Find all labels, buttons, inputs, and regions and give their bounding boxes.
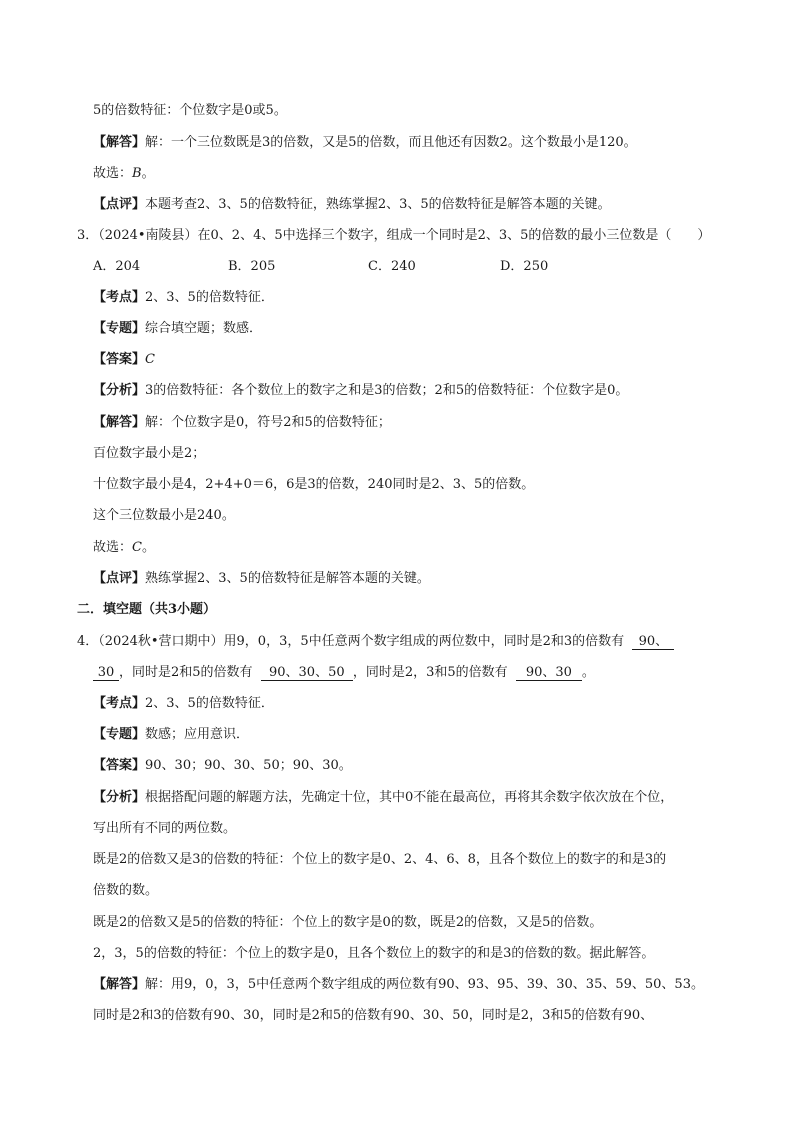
q4-fenxi-3: 既是2的倍数又是3的倍数的特征：个位上的数字是0、2、4、6、8，且各个数位上的数字的和是3的 <box>93 852 667 867</box>
top-line-3 <box>93 166 155 182</box>
top-line-1: 5的倍数特征：个位数字是0或5。 <box>93 103 287 118</box>
daan-tag: 【答案】 <box>93 758 146 773</box>
q3-kaodian <box>93 290 274 306</box>
q3-option-a: A．204 <box>93 259 141 274</box>
jieda-text: 解：个位数字是0，符号2和5的倍数特征； <box>145 415 391 430</box>
q4-fenxi-2: 写出所有不同的两位数。 <box>93 821 237 836</box>
choice-suffix: 。 <box>141 540 155 555</box>
q3-fenxi <box>93 383 628 399</box>
dianping-tag: 【点评】 <box>93 571 146 586</box>
fenxi-text: 3的倍数特征：各个数位上的数字之和是3的倍数；2和5的倍数特征：个位数字是0。 <box>145 383 629 398</box>
fenxi-tag: 【分析】 <box>93 383 146 398</box>
kaodian-text: 2、3、5的倍数特征． <box>145 290 274 305</box>
q4-stem-a: 4．（2024秋•营口期中）用9，0，3，5中任意两个数字组成的两位数中，同时是2和3的倍数有 <box>77 634 625 649</box>
q3-daan <box>93 352 155 368</box>
section-heading-fill-in: 二．填空题（共3小题） <box>77 602 217 617</box>
jieda-tag: 【解答】 <box>93 977 146 992</box>
q4-stem-b: ，同时是2和5的倍数有 <box>119 665 253 680</box>
comment-tag: 【点评】 <box>93 197 146 212</box>
q4-stem-line-1 <box>77 634 674 650</box>
daan-tag: 【答案】 <box>93 352 146 367</box>
choice-letter: B <box>132 166 142 181</box>
q4-fenxi-5: 既是2的倍数又是5的倍数的特征：个位上的数字是0的数，既是2的倍数，又是5的倍数。 <box>93 915 603 930</box>
top-line-2 <box>93 135 637 151</box>
zhuanti-tag: 【专题】 <box>93 321 146 336</box>
fenxi-tag: 【分析】 <box>93 790 146 805</box>
q3-jieda-2: 百位数字最小是2； <box>93 446 206 461</box>
answer-text: 解：一个三位数既是3的倍数，又是5的倍数，而且他还有因数2。这个数最小是120。 <box>145 135 637 150</box>
zhuanti-text: 综合填空题；数感． <box>145 321 263 336</box>
daan-text: C <box>145 352 155 367</box>
answer-tag: 【解答】 <box>93 135 146 150</box>
comment-text: 本题考查2、3、5的倍数特征，熟练掌握2、3、5的倍数特征是解答本题的关键。 <box>145 197 611 212</box>
q4-zhuanti <box>93 727 249 743</box>
q4-blank-1b: 30 <box>93 666 119 681</box>
q4-fenxi-4: 倍数的数。 <box>93 883 159 898</box>
q4-jieda-2: 同时是2和3的倍数有90、30，同时是2和5的倍数有90、30、50，同时是2，3和5的倍数有90、 <box>93 1008 654 1023</box>
q4-stem-c: ，同时是2，3和5的倍数有 <box>352 665 508 680</box>
jieda-tag: 【解答】 <box>93 415 146 430</box>
q4-kaodian <box>93 696 274 712</box>
choice-suffix: 。 <box>141 166 155 181</box>
q4-blank-1a: 90、 <box>632 635 674 650</box>
kaodian-tag: 【考点】 <box>93 290 146 305</box>
q3-zhuanti <box>93 321 262 337</box>
zhuanti-text: 数感；应用意识． <box>145 727 250 742</box>
daan-text: 90、30；90、30、50；90、30。 <box>145 758 352 773</box>
q3-jieda-3: 十位数字最小是4，2+4+0＝6，6是3的倍数，240同时是2、3、5的倍数。 <box>93 477 535 492</box>
kaodian-tag: 【考点】 <box>93 696 146 711</box>
q3-option-b: B．205 <box>228 259 276 274</box>
q3-choice <box>93 540 155 556</box>
q4-daan <box>93 758 352 774</box>
q4-blank-3: 90、30 <box>516 666 582 681</box>
q3-option-c: C．240 <box>368 259 416 274</box>
q3-jieda-1 <box>93 415 391 431</box>
choice-letter: C <box>132 540 142 555</box>
choice-prefix: 故选： <box>93 166 133 181</box>
top-line-4 <box>93 197 611 213</box>
choice-prefix: 故选： <box>93 540 133 555</box>
q4-fenxi-1 <box>93 790 673 806</box>
q4-fenxi-6: 2，3，5的倍数的特征：个位上的数字是0，且各个数位上的数字的和是3的倍数的数。据此解答。 <box>93 946 655 961</box>
q3-stem: 3．（2024•南陵县）在0、2、4、5中选择三个数字，组成一个同时是2、3、5的倍数的最小三位数是（ ） <box>77 228 711 243</box>
q4-stem-line-2 <box>93 665 595 681</box>
zhuanti-tag: 【专题】 <box>93 727 146 742</box>
q4-blank-2: 90、30、50 <box>261 666 353 681</box>
fenxi-text: 根据搭配问题的解题方法，先确定十位，其中0不能在最高位，再将其余数字依次放在个位， <box>145 790 674 805</box>
dianping-text: 熟练掌握2、3、5的倍数特征是解答本题的关键。 <box>145 571 430 586</box>
q3-jieda-4: 这个三位数最小是240。 <box>93 508 235 523</box>
q3-option-d: D．250 <box>500 259 549 274</box>
q3-dianping <box>93 571 430 587</box>
jieda-text: 解：用9，0，3，5中任意两个数字组成的两位数有90、93、95、39、30、35、59、50、53。 <box>145 977 704 992</box>
q4-stem-d: 。 <box>581 665 595 680</box>
kaodian-text: 2、3、5的倍数特征． <box>145 696 274 711</box>
q4-jieda-1 <box>93 977 704 993</box>
